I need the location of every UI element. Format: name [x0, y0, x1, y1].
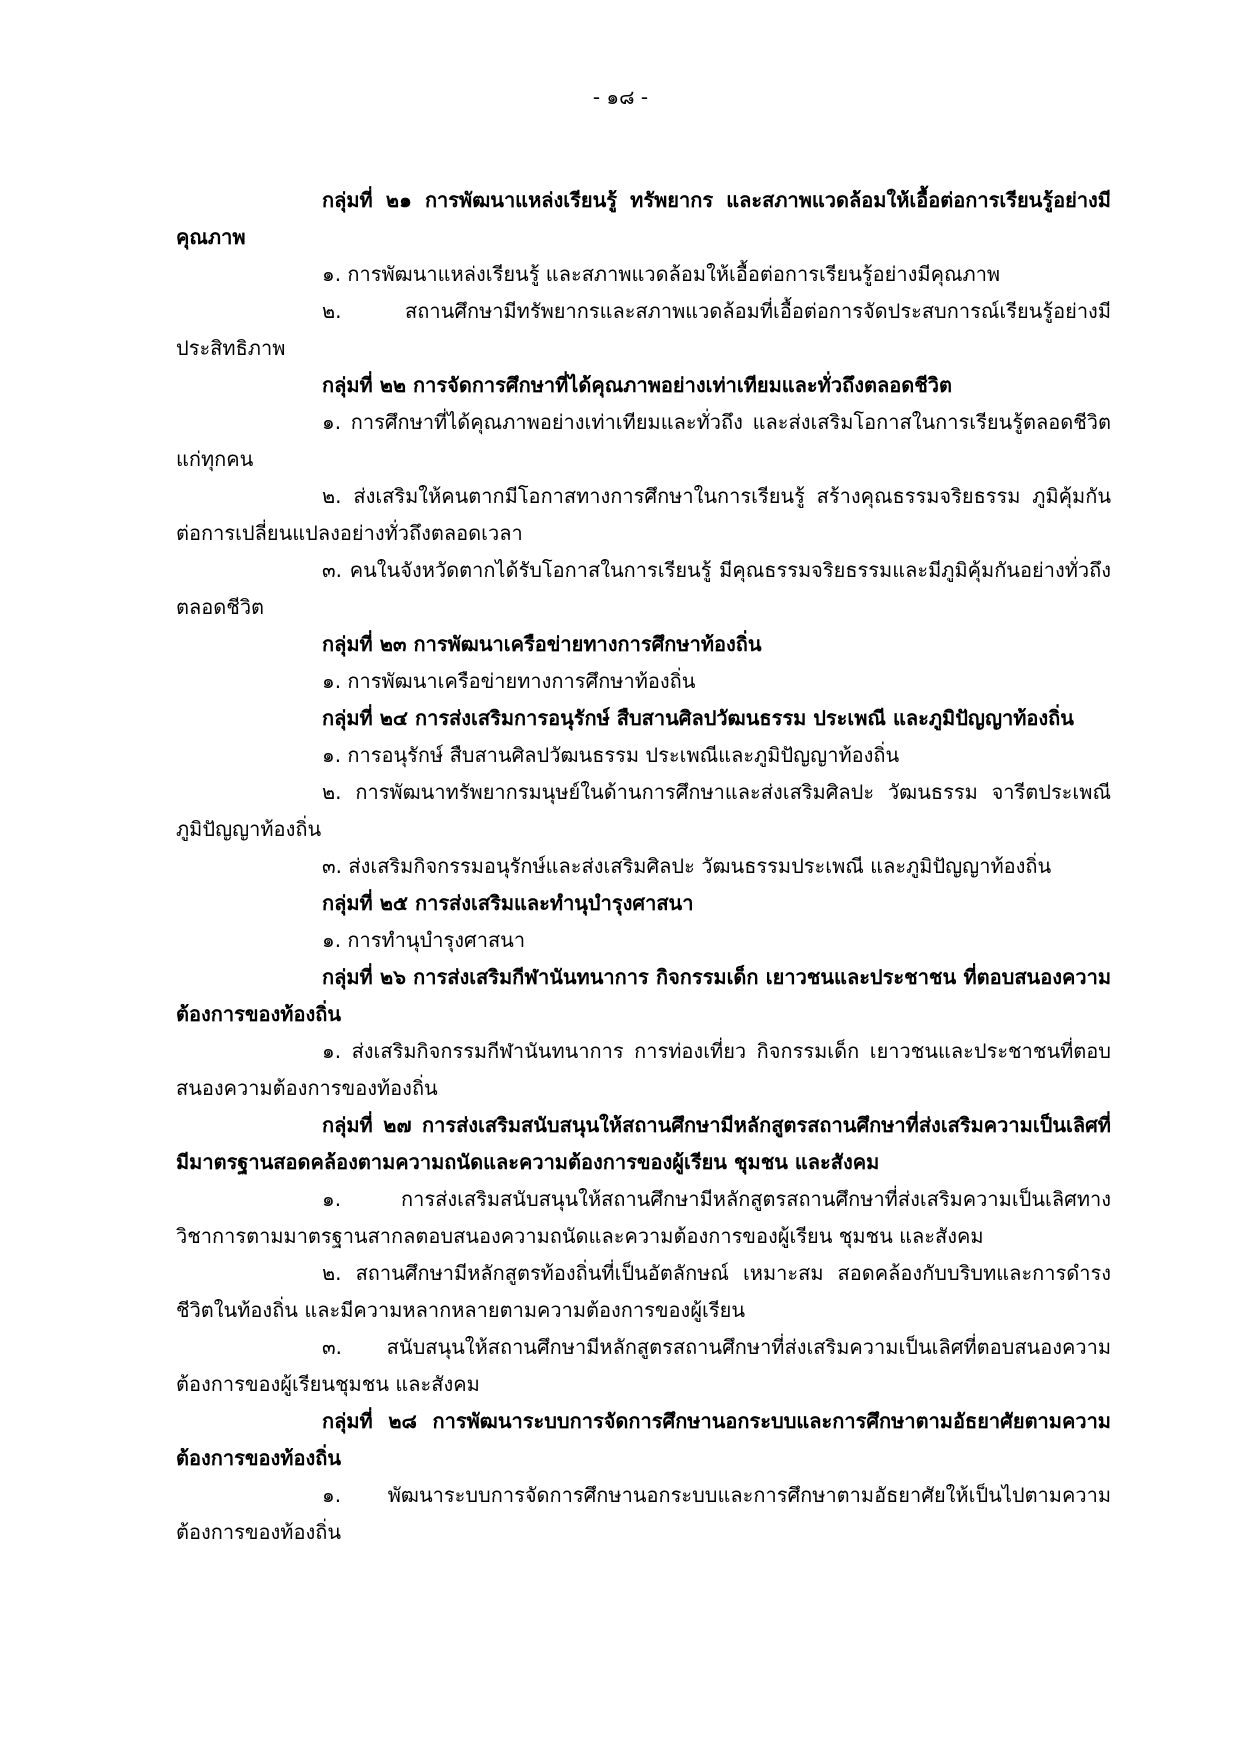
group-22-item-1: ๑. การศึกษาที่ได้คุณภาพอย่างเท่าเทียมและทั่วถึง และส่งเสริมโอกาสในการเรียนรู้ตลอดชีวิตแก่ทุกคน [176, 410, 1111, 471]
group-24-item-2: ๒. การพัฒนาทรัพยากรมนุษย์ในด้านการศึกษาและส่งเสริมศิลปะ วัฒนธรรม จารีตประเพณีภูมิปัญญาท้องถิ่น [176, 780, 1111, 841]
page-number: - ๑๘ - [592, 85, 649, 109]
group-24-heading: กลุ่มที่ ๒๔ การส่งเสริมการอนุรักษ์ สืบสานศิลปวัฒนธรรม ประเพณี และภูมิปัญญาท้องถิ่น [322, 706, 1074, 730]
group-22-item-3: ๓. คนในจังหวัดตากได้รับโอกาสในการเรียนรู้ มีคุณธรรมจริยธรรมและมีภูมิคุ้มกันอย่างทั่วถึงตลอดชีวิต [176, 558, 1111, 619]
group-27-heading: กลุ่มที่ ๒๗ การส่งเสริมสนับสนุนให้สถานศึกษามีหลักสูตรสถานศึกษาที่ส่งเสริมความเป็นเลิศที่มีมาตรฐานสอดคล้องตามความถนัดและความต้องการของผู้เรียน ชุมชน และสังคม [176, 1113, 1111, 1174]
group-24-item-3: ๓. ส่งเสริมกิจกรรมอนุรักษ์และส่งเสริมศิลปะ วัฒนธรรมประเพณี และภูมิปัญญาท้องถิ่น [322, 854, 1052, 878]
group-26-heading: กลุ่มที่ ๒๖ การส่งเสริมกีฬานันทนาการ กิจกรรมเด็ก เยาวชนและประชาชน ที่ตอบสนองความต้องการของท้องถิ่น [176, 965, 1111, 1026]
group-27-item-3: ๓. สนับสนุนให้สถานศึกษามีหลักสูตรสถานศึกษาที่ส่งเสริมความเป็นเลิศที่ตอบสนองความต้องการของผู้เรียนชุมชน และสังคม [176, 1335, 1111, 1396]
group-27-item-2: ๒. สถานศึกษามีหลักสูตรท้องถิ่นที่เป็นอัตลักษณ์ เหมาะสม สอดคล้องกับบริบทและการดำรงชีวิตในท้องถิ่น และมีความหลากหลายตามความต้องการของผู้เรียน [176, 1261, 1111, 1322]
group-22-item-2: ๒. ส่งเสริมให้คนตากมีโอกาสทางการศึกษาในการเรียนรู้ สร้างคุณธรรมจริยธรรม ภูมิคุ้มกันต่อการเปลี่ยนแปลงอย่างทั่วถึงตลอดเวลา [176, 484, 1111, 545]
group-21-item-2: ๒. สถานศึกษามีทรัพยากรและสภาพแวดล้อมที่เอื้อต่อการจัดประสบการณ์เรียนรู้อย่างมีประสิทธิภาพ [176, 299, 1111, 360]
group-26-item-1: ๑. ส่งเสริมกิจกรรมกีฬานันทนาการ การท่องเที่ยว กิจกรรมเด็ก เยาวชนและประชาชนที่ตอบสนองความต้องการของท้องถิ่น [176, 1039, 1111, 1100]
group-21-heading: กลุ่มที่ ๒๑ การพัฒนาแหล่งเรียนรู้ ทรัพยากร และสภาพแวดล้อมให้เอื้อต่อการเรียนรู้อย่างมีคุณภาพ [176, 188, 1111, 249]
group-21-item-1: ๑. การพัฒนาแหล่งเรียนรู้ และสภาพแวดล้อมให้เอื้อต่อการเรียนรู้อย่างมีคุณภาพ [322, 262, 1001, 286]
document-body [176, 182, 1111, 1551]
group-28-heading: กลุ่มที่ ๒๘ การพัฒนาระบบการจัดการศึกษานอกระบบและการศึกษาตามอัธยาศัยตามความต้องการของท้องถิ่น [176, 1409, 1111, 1470]
group-25-item-1: ๑. การทำนุบำรุงศาสนา [322, 928, 526, 952]
group-27-item-1: ๑. การส่งเสริมสนับสนุนให้สถานศึกษามีหลักสูตรสถานศึกษาที่ส่งเสริมความเป็นเลิศทางวิชาการตามมาตรฐานสากลตอบสนองความถนัดและความต้องการของผู้เรียน ชุมชน และสังคม [176, 1187, 1111, 1248]
group-24-item-1: ๑. การอนุรักษ์ สืบสานศิลปวัฒนธรรม ประเพณีและภูมิปัญญาท้องถิ่น [322, 743, 900, 767]
group-23-item-1: ๑. การพัฒนาเครือข่ายทางการศึกษาท้องถิ่น [322, 669, 696, 693]
group-23-heading: กลุ่มที่ ๒๓ การพัฒนาเครือข่ายทางการศึกษาท้องถิ่น [322, 632, 762, 656]
group-22-heading: กลุ่มที่ ๒๒ การจัดการศึกษาที่ได้คุณภาพอย่างเท่าเทียมและทั่วถึงตลอดชีวิต [322, 373, 952, 397]
group-25-heading: กลุ่มที่ ๒๕ การส่งเสริมและทำนุบำรุงศาสนา [322, 891, 694, 915]
group-28-item-1: ๑. พัฒนาระบบการจัดการศึกษานอกระบบและการศึกษาตามอัธยาศัยให้เป็นไปตามความต้องการของท้องถิ่น [176, 1483, 1111, 1544]
